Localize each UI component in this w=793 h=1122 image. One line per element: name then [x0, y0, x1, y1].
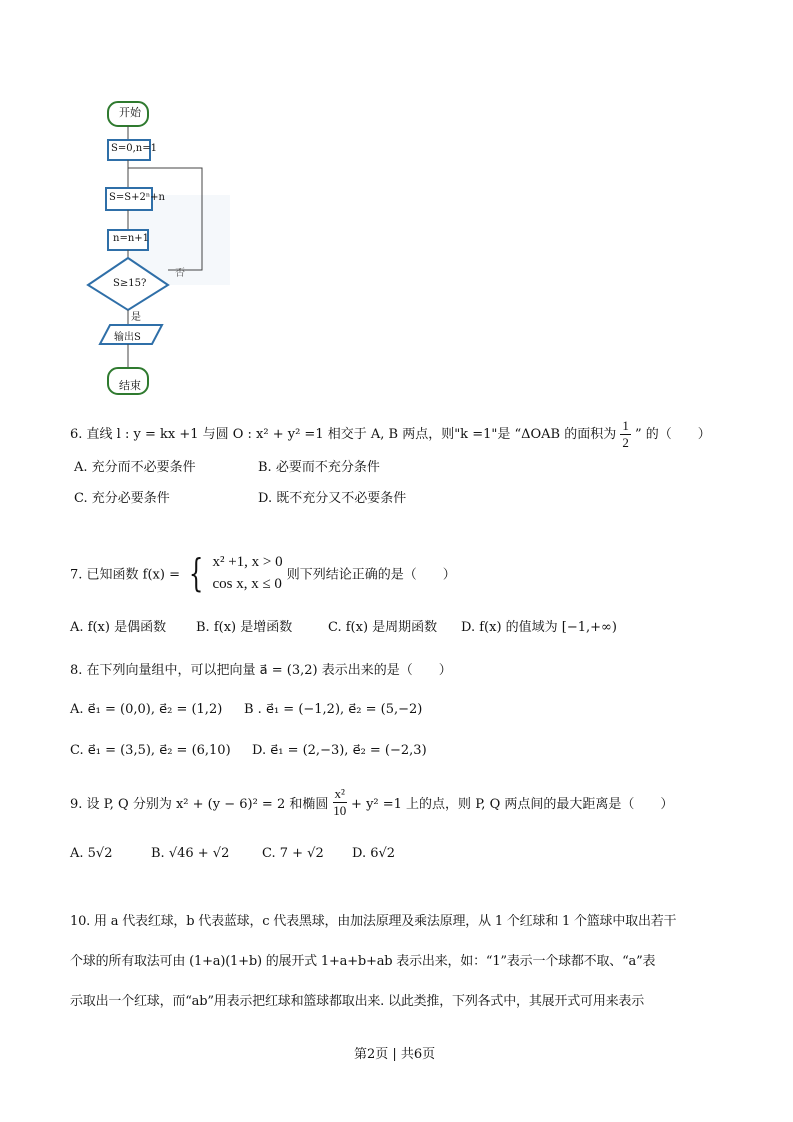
- flow-no-label: 否: [175, 268, 185, 279]
- q10-line-3: 示取出一个红球，而“ab”用表示把红球和篮球都取出来. 以此类推，下列各式中，其展开式可用来表示: [70, 994, 645, 1009]
- q6-tail: ” 的（ ）: [635, 427, 711, 442]
- q6-frac-den: 2: [622, 435, 629, 450]
- q9-option-b: B. √46 + √2: [151, 846, 230, 861]
- q7-option-a: A. f(x) 是偶函数: [70, 620, 167, 635]
- q9-fraction: [333, 786, 347, 819]
- q7-stem-pre: 7. 已知函数 f(x) =: [70, 567, 180, 583]
- q7-option-b: B. f(x) 是增函数: [196, 620, 293, 635]
- q6-fraction: [620, 418, 631, 451]
- q9-stem: [70, 786, 673, 819]
- q9-stem-pre: 9. 设 P, Q 分别为 x² + (y − 6)² = 2 和椭圆: [70, 797, 329, 812]
- q7-option-c: C. f(x) 是周期函数: [328, 620, 438, 635]
- q6-option-c: C. 充分必要条件: [74, 491, 170, 506]
- q7-stem-post: 则下列结论正确的是（ ）: [286, 567, 456, 583]
- q8-option-c: C. e⃗₁ = (3,5), e⃗₂ = (6,10): [70, 743, 231, 758]
- q9-stem-post: + y² =1 上的点，则 P, Q 两点间的最大距离是（ ）: [351, 797, 674, 812]
- q6-option-b: B. 必要而不充分条件: [258, 460, 380, 475]
- page-footer: 第2页 | 共6页: [354, 1047, 436, 1062]
- q8-option-a: A. e⃗₁ = (0,0), e⃗₂ = (1,2): [70, 702, 223, 717]
- q10-line-2: 个球的所有取法可由 (1+a)(1+b) 的展开式 1+a+b+ab 表示出来，如：“1”表示一个球都不取、“a”表: [70, 954, 656, 969]
- q7-option-d: D. f(x) 的值域为 [−1,+∞): [461, 620, 617, 635]
- q6-option-d: D. 既不充分又不必要条件: [258, 491, 407, 506]
- flow-init-label: S=0,n=1: [111, 143, 157, 154]
- flow-yes-label: 是: [131, 312, 141, 323]
- q6-stem-text: 6. 直线 l : y = kx +1 与圆 O : x² + y² =1 相交于 A, B 两点，则"k =1"是 “ΔOAB 的面积为: [70, 427, 617, 442]
- flow-output-label: 输出S: [114, 332, 141, 343]
- q6-stem: [70, 418, 711, 451]
- q7-stem: [70, 551, 456, 595]
- q10-line-1: 10. 用 a 代表红球，b 代表蓝球，c 代表黑球，由加法原理及乘法原理，从 1 个红球和 1 个篮球中取出若干: [70, 914, 677, 929]
- flow-update-label: S=S+2ⁿ+n: [109, 192, 165, 203]
- q8-option-d: D. e⃗₁ = (2,−3), e⃗₂ = (−2,3): [252, 743, 427, 758]
- q7-case-2: cos x, x ≤ 0: [212, 576, 282, 592]
- q9-frac-den: 10: [333, 803, 347, 818]
- q9-option-a: A. 5√2: [70, 846, 113, 861]
- q9-frac-num: x²: [334, 786, 345, 801]
- flow-condition-label: S≥15?: [113, 278, 147, 289]
- q7-case-1: x² +1, x > 0: [212, 554, 283, 570]
- flow-end-label: 结束: [119, 379, 141, 392]
- flow-start-label: 开始: [119, 106, 141, 119]
- q7-brace: {: [188, 551, 204, 595]
- q6-frac-num: 1: [622, 418, 629, 433]
- q9-option-d: D. 6√2: [352, 846, 396, 861]
- q6-option-a: A. 充分而不必要条件: [74, 460, 196, 475]
- flow-increment-label: n=n+1: [113, 233, 150, 244]
- flowchart: [70, 90, 240, 400]
- q7-cases: [212, 551, 282, 595]
- q8-stem: 8. 在下列向量组中，可以把向量 a⃗ = (3,2) 表示出来的是（ ）: [70, 663, 452, 678]
- q9-option-c: C. 7 + √2: [262, 846, 324, 861]
- q8-option-b: B . e⃗₁ = (−1,2), e⃗₂ = (5,−2): [244, 702, 423, 717]
